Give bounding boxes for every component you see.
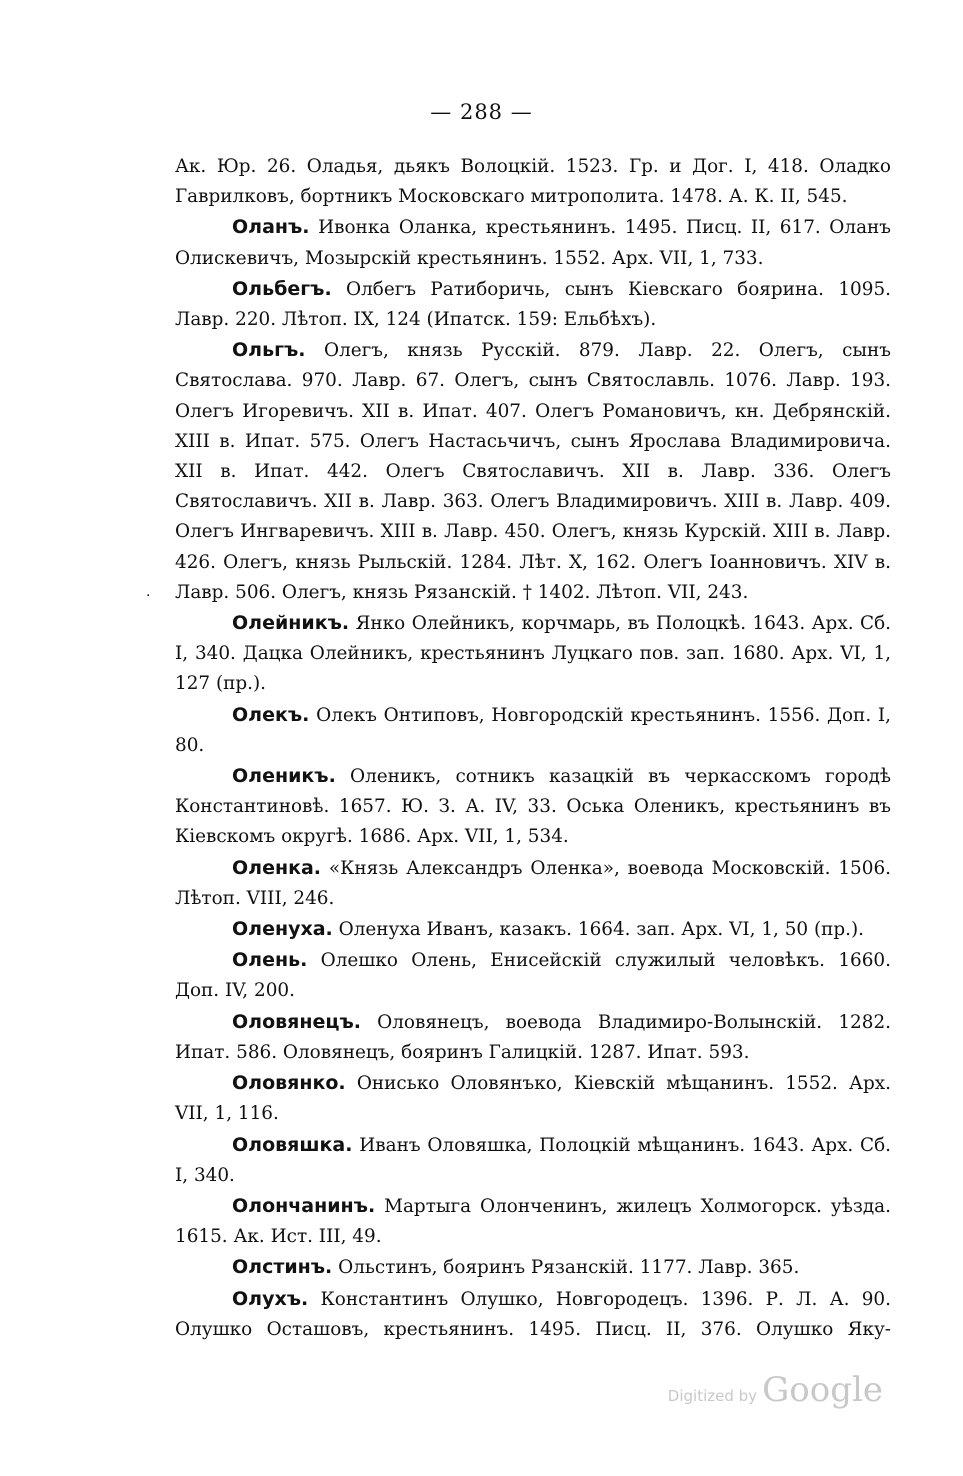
entry-body: Олбегъ Ратиборичь, сынъ Кіевскаго боярина. 1095. Лавр. 220. Лѣтоп. IX, 124 (Ипатск. 159: Ельбѣхъ).: [175, 278, 891, 331]
entry-body: Янко Олейникъ, корчмарь, въ Полоцкѣ. 1643. Арх. Сб. I, 340. Дацка Олейникъ, крестьянинъ Луцкаго пов. зап. 1680. Арх. VI, 1, 127 (пр.).: [175, 613, 891, 695]
entry-olenukha: [175, 914, 891, 945]
dictionary-text: [175, 152, 891, 1345]
entry-headword: Оленуха.: [232, 918, 333, 941]
entry-headword: Олекъ.: [232, 703, 310, 726]
entry-olovyanets: [175, 1007, 891, 1068]
entry-body: Онисько Оловянъко, Кіевскій мѣщанинъ. 1552. Арх. VII, 1, 116.: [175, 1073, 891, 1125]
margin-dot: ·: [146, 588, 151, 604]
entry-olan: [175, 212, 891, 273]
entry-olek: [175, 700, 891, 761]
entry-olen: [175, 945, 891, 1006]
entry-olonchanin: [175, 1191, 891, 1252]
entry-olovyashka: [175, 1130, 891, 1191]
entry-headword: Оленка.: [232, 856, 322, 879]
entry-body: Иванъ Оловяшка, Полоцкій мѣщанинъ. 1643. Арх. Сб. I, 340.: [175, 1134, 891, 1186]
entry-body: Олешко Олень, Енисейскій служилый человѣкъ. 1660. Доп. IV, 200.: [175, 950, 891, 1002]
entry-body: Ивонка Оланка, крестьянинъ. 1495. Писц. II, 617. Оланъ Олискевичъ, Мозырскій крестьянинъ. 1552. Арх. VII, 1, 733.: [175, 217, 891, 269]
entry-headword: Олень.: [232, 949, 308, 972]
entry-olstin: [175, 1252, 891, 1283]
entry-headword: Оленикъ.: [232, 765, 336, 788]
entry-body: Ак. Юр. 26. Оладья, дьякъ Волоцкій. 1523. Гр. и Дог. I, 418. Оладко Гаврилковъ, бортникъ Московскаго митрополита. 1478. А. К. II, 545.: [175, 156, 891, 208]
entry-headword: Оловяшка.: [232, 1133, 353, 1156]
entry-body: «Князь Александръ Оленка», воевода Московскій. 1506. Лѣтоп. VIII, 246.: [175, 857, 891, 909]
entry-olg: [175, 335, 891, 608]
entry-headword: Олончанинъ.: [232, 1194, 376, 1217]
entry-body: Константинъ Олушко, Новгородецъ. 1396. Р. Л. А. 90. Олушко Осташовъ, крестьянинъ. 1495. Писц. II, 376. Олушко Яку-: [175, 1288, 891, 1340]
google-watermark: [668, 1370, 883, 1410]
entry-olovyanko: [175, 1068, 891, 1129]
entry-body: Мартыга Олонченинъ, жилецъ Холмогорск. уѣзда. 1615. Ак. Ист. III, 49.: [175, 1195, 891, 1248]
entry-body: Олекъ Онтиповъ, Новгородскій крестьянинъ. 1556. Доп. I, 80.: [175, 704, 891, 756]
entry-continuation: [175, 152, 891, 212]
watermark-logo: Google: [762, 1370, 883, 1410]
watermark-small: Digitized by: [667, 1387, 758, 1405]
entry-olukh: [175, 1284, 891, 1345]
entry-body: Оленикъ, сотникъ казацкій въ черкасскомъ городѣ Константиновѣ. 1657. Ю. З. А. IV, 33. Оська Оленикъ, крестьянинъ въ Кіевскомъ округѣ. 1686. Арх. VII, 1, 534.: [175, 766, 891, 848]
entry-body: Олегъ, князь Русскій. 879. Лавр. 22. Олегъ, сынъ Святослава. 970. Лавр. 67. Олегъ, сынъ Святославль. 1076. Лавр. 193. Олегъ Игоревичъ. XII в. Ипат. 407. Олегъ Романовичъ, кн. Дебрянскій. XIII в. Ипат. 575. Олегъ Настасьчичъ, сынъ Ярослава Владимировича. XII в. Ипат. 442. Олегъ Святославичъ. XII в. Лавр. 336. Олегъ Святославичъ. XII в. Лавр. 363. Олегъ Владимировичъ. XIII в. Лавр. 409. Олегъ Ингваревичъ. XIII в. Лавр. 450. Олегъ, князь Курскій. XIII в. Лавр. 426. Олегъ, князь Рыльскій. 1284. Лѣт. X, 162. Олегъ Іоанновичъ. XIV в. Лавр. 506. Олегъ, князь Рязанскій. † 1402. Лѣтоп. VII, 243.: [175, 340, 891, 603]
entry-headword: Оловянко.: [232, 1072, 346, 1095]
page-number: — 288 —: [430, 100, 533, 124]
entry-oleinik: [175, 608, 891, 700]
entry-headword: Олухъ.: [232, 1287, 309, 1310]
entry-headword: Ольбегъ.: [232, 277, 332, 300]
entry-olbeg: [175, 274, 891, 335]
entry-body: Оленуха Иванъ, казакъ. 1664. зап. Арх. VI, 1, 50 (пр.).: [338, 919, 865, 941]
entry-headword: Оловянецъ.: [232, 1010, 361, 1033]
entry-headword: Олейникъ.: [232, 612, 350, 635]
entry-headword: Олстинъ.: [232, 1256, 333, 1279]
entry-olenik: [175, 761, 891, 853]
entry-body: Оловянецъ, воевода Владимиро-Волынскій. 1282. Ипат. 586. Оловянецъ, бояринъ Галицкій. 1287. Ипат. 593.: [175, 1011, 891, 1063]
entry-body: Ольстинъ, бояринъ Рязанскій. 1177. Лавр. 365.: [338, 1257, 800, 1279]
entry-olenka: [175, 853, 891, 914]
entry-headword: Оланъ.: [232, 216, 310, 239]
entry-headword: Ольгъ.: [232, 339, 306, 362]
